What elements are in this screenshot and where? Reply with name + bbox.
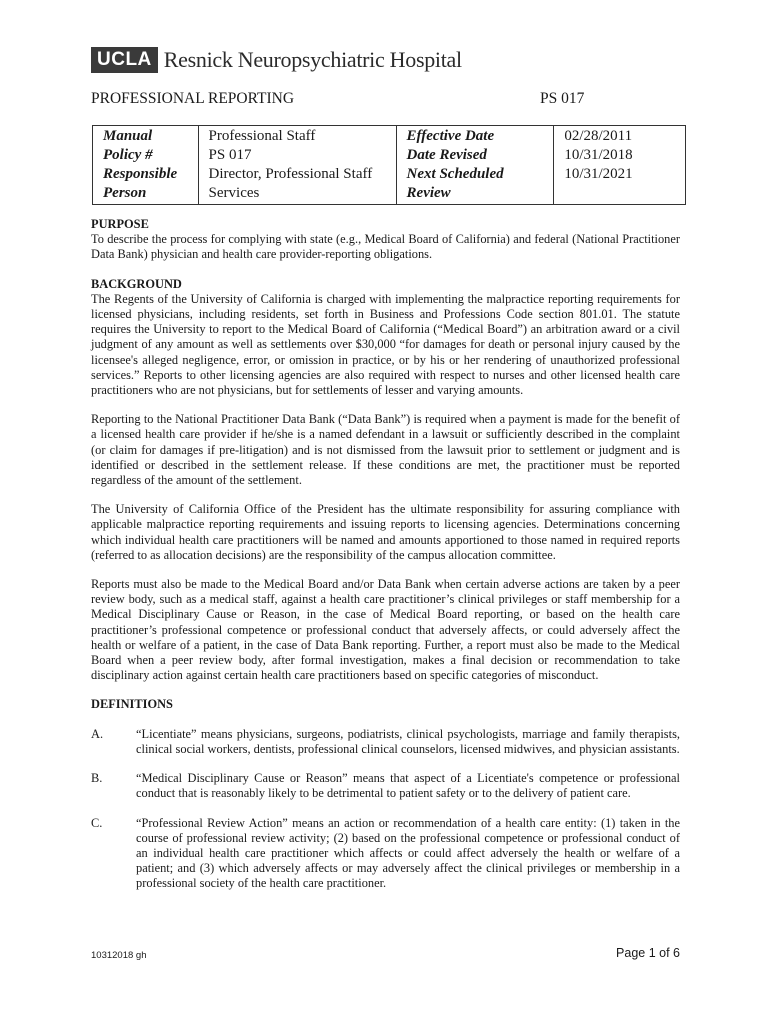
policy-label-text: Policy # xyxy=(103,147,153,163)
definition-text: “Licentiate” means physicians, surgeons, podiatrists, clinical psychologists, marriage and family therapists, clinical social workers, dentists, professional clinical counselors, licensed midwives, and physician assistants. xyxy=(136,726,680,756)
background-paragraph-4: Reports must also be made to the Medical Board and/or Data Bank when certain adverse actions are taken by a peer review body, such as a medical staff, against a health care practitioner’s clinical privileges or staff membership for a Medical Disciplinary Cause or Reason, in the case of Medical Board reporting, or based on the health care practitioner’s professional competence or professional conduct that adversely affects, or could adversely affect the health or welfare of a patient, in the case of Data Bank reporting. Further, a report must also be made to the Medical Board when a peer review body, after formal investigation, makes a final decision or recommendation to take disciplinary action against certain health care practitioners based on specific categories of misconduct. xyxy=(91,577,680,683)
manual-value xyxy=(198,126,396,205)
policy-value-text: PS 017 xyxy=(208,147,252,163)
revised-label-text: Date Revised xyxy=(406,147,487,163)
background-paragraph-1: The Regents of the University of California is charged with implementing the malpractice reporting requirements for licensed physicians, including residents, set forth in Business and Professions Code section 801.01. The statute requires the University to report to the Medical Board of California (“Medical Board”) an arbitration award or a civil judgment of any amount as well as settlements over $30,000 “for damages for death or personal injury caused by the licensee's alleged negligence, error, or omission in practice, or by his or her rendering of unauthorized professional services.” Reports to other licensing agencies are also required with respect to nurses and other licensed health care practitioners who are not physicians, but for settlements of lesser and varying amounts. xyxy=(91,291,680,398)
policy-meta-table xyxy=(92,125,686,205)
next-label-text: Next Scheduled xyxy=(406,166,504,182)
background-paragraph-2: Reporting to the National Practitioner Data Bank (“Data Bank”) is required when a payment is made for the benefit of a licensed health care provider if he/she is a named defendant in a lawsuit or sufficiently described in the complaint (or claim for damages if pre-litigation) and is not dismissed from the lawsuit prior to settlement or judgment and is identified or described in the settlement release. If these conditions are met, the practitioner must be reported regardless of the amount of the settlement. xyxy=(91,412,680,488)
revised-value-text: 10/31/2018 xyxy=(564,147,633,163)
definitions-heading: DEFINITIONS xyxy=(91,697,173,712)
hospital-logo xyxy=(91,47,462,73)
purpose-text: To describe the process for complying with state (e.g., Medical Board of California) and federal (National Practitioner Data Bank) physician and health care provider-reporting obligations. xyxy=(91,232,680,262)
purpose-heading: PURPOSE xyxy=(91,217,149,231)
definition-letter: B. xyxy=(91,771,103,786)
definition-letter: A. xyxy=(91,726,104,741)
policy-title: PROFESSIONAL REPORTING xyxy=(91,90,295,107)
manual-label-text: Manual xyxy=(103,128,153,144)
manual-label xyxy=(93,126,199,205)
responsible-value-text: Director, Professional Staff xyxy=(208,166,373,182)
meta-row-manual xyxy=(93,126,686,205)
definition-text: “Professional Review Action” means an action or recommendation of a health care entity: (1) taken in the course of professional review activity; (2) based on the professional competence or professional conduct of an individual health care practitioner which affects or could affect adversely the health or welfare of a patient; and (3) which adversely affects or may adversely affect the clinical privileges or membership in a professional society of the health care practitioner. xyxy=(136,815,680,891)
effective-value-text: 02/28/2011 xyxy=(564,128,633,144)
policy-code: PS 017 xyxy=(540,90,585,107)
footer-page-number: Page 1 of 6 xyxy=(616,946,680,960)
policy-body xyxy=(91,217,680,906)
definition-item xyxy=(91,816,680,892)
dates-label xyxy=(396,126,554,205)
dates-value xyxy=(554,126,686,205)
manual-value-text: Professional Staff xyxy=(208,128,316,144)
ucla-logo-mark: UCLA xyxy=(91,47,158,73)
definition-text: “Medical Disciplinary Cause or Reason” means that aspect of a Licentiate's competence or professional conduct that is reasonably likely to be detrimental to patient safety or to the delivery of patient care. xyxy=(136,771,680,801)
footer-doc-id: 10312018 gh xyxy=(91,950,147,961)
background-paragraph-3: The University of California Office of the President has the ultimate responsibility for assuring compliance with applicable malpractice reporting requirements and issuing reports to licensing agencies. Determinations concerning which individual health care practitioners will be named and amounts apportioned to those named in required reports (referred to as allocation decisions) are the responsibility of the campus allocation committee. xyxy=(91,502,680,562)
responsible-value-text-2: Services xyxy=(208,185,260,201)
definition-letter: C. xyxy=(91,815,103,830)
responsible-label-text-2: Person xyxy=(103,185,147,201)
hospital-name: Resnick Neuropsychiatric Hospital xyxy=(163,47,462,72)
definition-item xyxy=(91,727,680,757)
next-value-text: 10/31/2021 xyxy=(564,166,633,182)
effective-label-text: Effective Date xyxy=(406,128,495,144)
background-heading: BACKGROUND xyxy=(91,276,182,291)
next-label-text-2: Review xyxy=(406,185,451,201)
definition-item xyxy=(91,771,680,801)
responsible-label-text: Responsible xyxy=(103,166,178,182)
